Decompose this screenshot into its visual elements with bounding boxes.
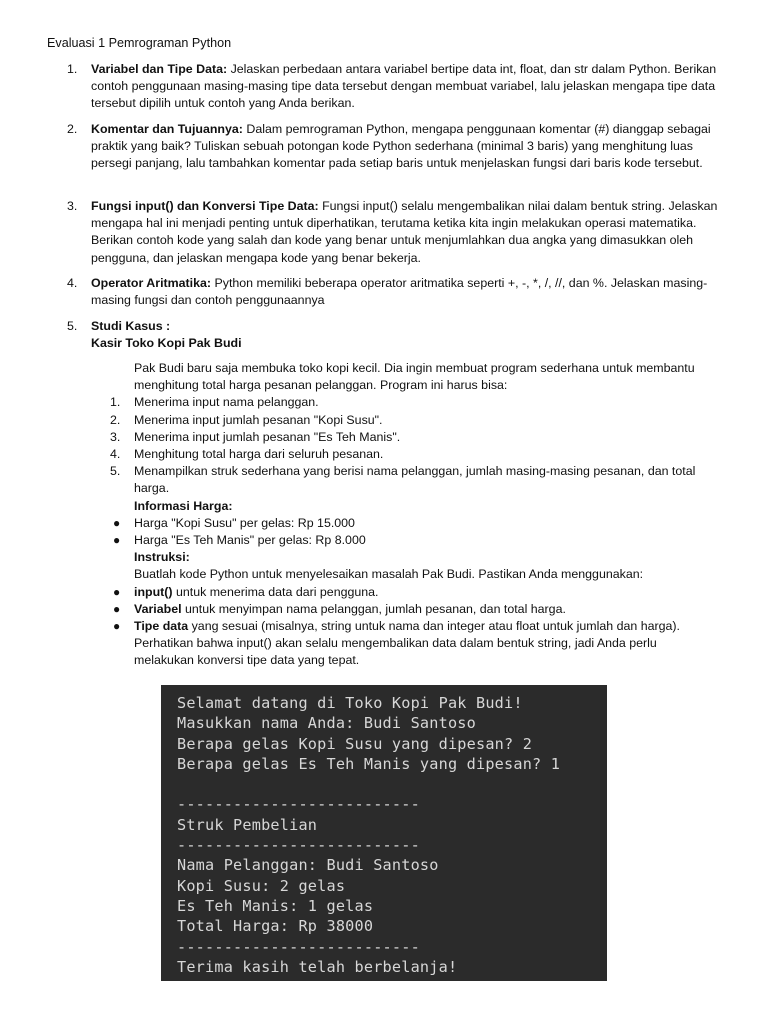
instruction-heading: Instruksi: bbox=[134, 550, 190, 565]
question-heading: Operator Aritmatika: bbox=[91, 276, 212, 290]
list-item bbox=[110, 412, 714, 429]
case-title: Kasir Toko Kopi Pak Budi bbox=[91, 336, 242, 351]
question-1 bbox=[47, 61, 727, 113]
terminal-line: -------------------------- bbox=[177, 836, 420, 855]
terminal-line bbox=[177, 774, 607, 794]
bullet-icon: ● bbox=[113, 601, 121, 616]
question-number: 2. bbox=[67, 122, 78, 136]
terminal-line: Es Teh Manis: 1 gelas bbox=[177, 896, 374, 915]
list-text: untuk menerima data dari pengguna. bbox=[172, 584, 379, 599]
question-heading: Fungsi input() dan Konversi Tipe Data: bbox=[91, 199, 319, 213]
list-item bbox=[110, 446, 714, 463]
question-4 bbox=[47, 275, 727, 309]
list-item bbox=[110, 394, 714, 411]
question-heading: Studi Kasus : bbox=[91, 319, 171, 333]
list-number: 2. bbox=[110, 412, 121, 427]
question-text: Jelaskan perbedaan antara variabel bertipe data int, float, dan str dalam Python. Berikan contoh penggunaan masing-masing tipe data tersebut dengan membuat variabel, lalu jelaskan mengapa tipe data tersebut dipilih untuk contoh yang Anda berikan. bbox=[91, 62, 717, 111]
terminal-line: Berapa gelas Kopi Susu yang dipesan? 2 bbox=[177, 734, 533, 753]
bullet-icon: ● bbox=[113, 515, 121, 530]
list-item bbox=[113, 601, 714, 618]
instruction-text: Buatlah kode Python untuk menyelesaikan masalah Pak Budi. Pastikan Anda menggunakan: bbox=[134, 567, 644, 582]
case-study bbox=[110, 360, 714, 670]
bullet-icon: ● bbox=[113, 584, 121, 599]
terminal-output bbox=[161, 685, 607, 981]
terminal-line: -------------------------- bbox=[177, 795, 420, 814]
list-number: 1. bbox=[110, 395, 121, 410]
list-text: Harga "Es Teh Manis" per gelas: Rp 8.000 bbox=[134, 533, 366, 548]
requirement-term: Variabel bbox=[134, 601, 182, 616]
terminal-line: Terima kasih telah berbelanja! bbox=[177, 957, 458, 976]
list-text: Menerima input nama pelanggan. bbox=[134, 395, 319, 410]
case-steps bbox=[110, 394, 714, 497]
question-2 bbox=[47, 121, 727, 173]
terminal-line: Kopi Susu: 2 gelas bbox=[177, 876, 346, 895]
question-text: Fungsi input() selalu mengembalikan nilai dalam bentuk string. Jelaskan mengapa hal ini menjadi penting untuk diperhatikan, terutama ketika kita ingin melakukan operasi matematika. Berikan contoh kode yang salah dan kode yang benar untuk menjumlahkan dua angka yang dimasukkan oleh pengguna, dan jelaskan mengapa kode yang benar bekerja. bbox=[91, 199, 718, 265]
requirement-term: input() bbox=[134, 584, 173, 599]
terminal-line: -------------------------- bbox=[177, 937, 420, 956]
terminal-line: Masukkan nama Anda: Budi Santoso bbox=[177, 714, 476, 733]
list-text: Menerima input jumlah pesanan "Kopi Susu". bbox=[134, 412, 383, 427]
document-title: Evaluasi 1 Pemrograman Python bbox=[47, 36, 232, 50]
requirement-term: Tipe data bbox=[134, 619, 189, 634]
list-item bbox=[113, 532, 714, 549]
question-number: 4. bbox=[67, 276, 78, 290]
question-5 bbox=[47, 318, 727, 352]
question-number: 5. bbox=[67, 319, 78, 333]
terminal-line: Total Harga: Rp 38000 bbox=[177, 917, 374, 936]
terminal-line: Struk Pembelian bbox=[177, 815, 318, 834]
terminal-line: Selamat datang di Toko Kopi Pak Budi! bbox=[177, 694, 523, 712]
list-text: Harga "Kopi Susu" per gelas: Rp 15.000 bbox=[134, 515, 355, 530]
question-heading: Komentar dan Tujuannya: bbox=[91, 122, 243, 136]
question-text: Python memiliki beberapa operator aritmatika seperti +, -, *, /, //, dan %. Jelaskan masing-masing fungsi dan contoh penggunaannya bbox=[91, 276, 708, 308]
case-intro: Pak Budi baru saja membuka toko kopi kecil. Dia ingin membuat program sederhana untuk membantu menghitung total harga pesanan pelanggan. Program ini harus bisa: bbox=[134, 361, 695, 393]
list-text: Menghitung total harga dari seluruh pesanan. bbox=[134, 447, 384, 462]
question-number: 1. bbox=[67, 62, 78, 76]
list-text: yang sesuai (misalnya, string untuk nama dan integer atau float untuk jumlah dan harga). Perhatikan bahwa input() akan selalu mengembalikan data dalam bentuk string, jadi Anda perlu melakukan konversi tipe data yang tepat. bbox=[134, 619, 680, 668]
bullet-icon: ● bbox=[113, 533, 121, 548]
list-item bbox=[110, 463, 714, 497]
price-list bbox=[113, 515, 714, 549]
list-text: Menerima input jumlah pesanan "Es Teh Manis". bbox=[134, 429, 401, 444]
list-item bbox=[113, 618, 714, 670]
list-number: 5. bbox=[110, 464, 121, 479]
terminal-line: Nama Pelanggan: Budi Santoso bbox=[177, 856, 439, 875]
question-text: Dalam pemrograman Python, mengapa penggunaan komentar (#) dianggap sebagai praktik yang baik? Tuliskan sebuah potongan kode Python sederhana (minimal 3 baris) yang menghitung luas persegi panjang, lalu tambahkan komentar pada setiap baris untuk menjelaskan fungsi dari baris kode tersebut. bbox=[91, 122, 711, 171]
bullet-icon: ● bbox=[113, 619, 121, 634]
question-number: 3. bbox=[67, 199, 78, 213]
list-number: 4. bbox=[110, 447, 121, 462]
list-text: untuk menyimpan nama pelanggan, jumlah pesanan, dan total harga. bbox=[181, 601, 566, 616]
question-heading: Variabel dan Tipe Data: bbox=[91, 62, 228, 76]
terminal-line: Berapa gelas Es Teh Manis yang dipesan? 1 bbox=[177, 754, 561, 773]
list-item bbox=[110, 429, 714, 446]
price-heading: Informasi Harga: bbox=[134, 498, 233, 513]
requirement-list bbox=[113, 584, 714, 670]
list-number: 3. bbox=[110, 429, 121, 444]
list-item bbox=[113, 515, 714, 532]
list-text: Menampilkan struk sederhana yang berisi nama pelanggan, jumlah masing-masing pesanan, dan total harga. bbox=[134, 464, 696, 496]
list-item bbox=[113, 584, 714, 601]
question-3 bbox=[47, 198, 727, 267]
